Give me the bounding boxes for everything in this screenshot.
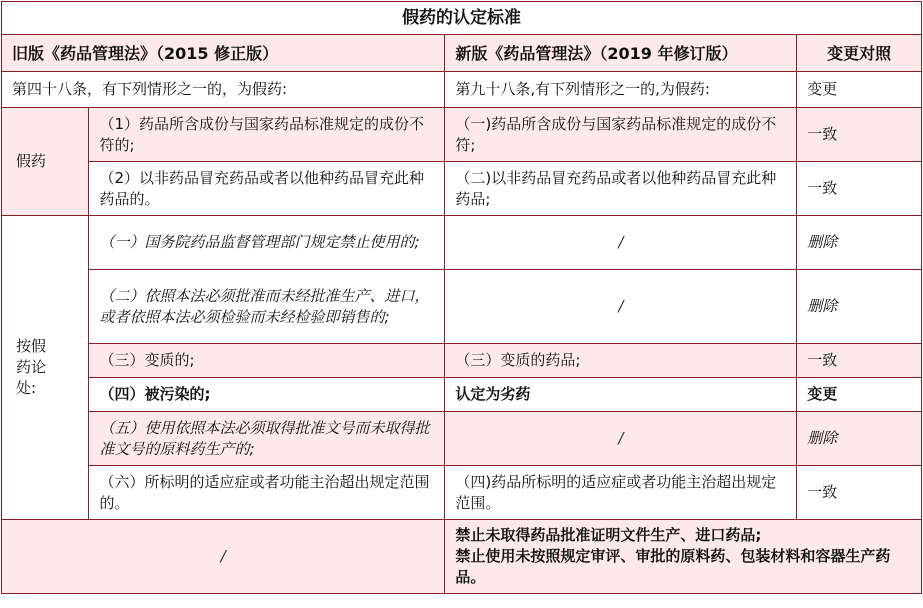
footer-row	[2, 520, 922, 594]
new-clause: 认定为劣药	[445, 378, 797, 412]
footer-new-line-1: 禁止未取得药品批准证明文件生产、进口药品;	[455, 526, 762, 544]
old-clause: （六）所标明的适应症或者功能主治超出规定范围的。	[89, 466, 445, 520]
table-row	[2, 216, 922, 270]
old-clause: （四）被污染的;	[89, 378, 445, 412]
new-clause-empty: /	[445, 270, 797, 344]
title-row	[2, 2, 922, 35]
comparison-table	[1, 1, 922, 594]
table-row	[2, 162, 922, 216]
intro-row	[2, 72, 922, 108]
old-clause: （一）国务院药品监督管理部门规定禁止使用的;	[89, 216, 445, 270]
new-clause: （三）变质的药品;	[445, 344, 797, 378]
header-compare: 变更对照	[797, 35, 922, 72]
header-new-version: 新版《药品管理法》（2019 年修订版）	[445, 35, 797, 72]
table-title: 假药的认定标准	[2, 2, 922, 35]
new-clause: （二)以非药品冒充药品或者以他种药品冒充此种药品;	[445, 162, 797, 216]
table-row	[2, 466, 922, 520]
old-clause: （二）依照本法必须批准而未经批准生产、进口，或者依照本法必须检验而未经检验即销售的;	[89, 270, 445, 344]
new-clause: （四)药品所标明的适应症或者功能主治超出规定范围。	[445, 466, 797, 520]
compare-cell: 一致	[797, 108, 922, 162]
header-old-version: 旧版《药品管理法》（2015 修正版）	[2, 35, 445, 72]
footer-new-provisions	[445, 520, 922, 594]
new-clause: （一)药品所含成份与国家药品标准规定的成份不符;	[445, 108, 797, 162]
table-row	[2, 270, 922, 344]
footer-old-empty: /	[2, 520, 445, 594]
footer-new-line-2: 禁止使用未按照规定审评、审批的原料药、包装材料和容器生产药品。	[455, 547, 891, 586]
category-fake-drug: 假药	[2, 108, 89, 216]
table-row	[2, 344, 922, 378]
old-clause: （三）变质的;	[89, 344, 445, 378]
compare-cell: 删除	[797, 412, 922, 466]
intro-old: 第四十八条，有下列情形之一的，为假药:	[2, 72, 445, 108]
table-row	[2, 378, 922, 412]
compare-cell: 一致	[797, 162, 922, 216]
old-clause: （五）使用依照本法必须取得批准文号而未取得批准文号的原料药生产的;	[89, 412, 445, 466]
old-clause: （2）以非药品冒充药品或者以他种药品冒充此种药品的。	[89, 162, 445, 216]
new-clause-empty: /	[445, 412, 797, 466]
compare-cell: 变更	[797, 378, 922, 412]
new-clause-empty: /	[445, 216, 797, 270]
compare-cell: 删除	[797, 270, 922, 344]
intro-compare: 变更	[797, 72, 922, 108]
compare-cell: 一致	[797, 344, 922, 378]
category-treated-as-fake: 按假药论处:	[2, 216, 89, 520]
table-row	[2, 108, 922, 162]
header-row	[2, 35, 922, 72]
compare-cell: 一致	[797, 466, 922, 520]
table-row	[2, 412, 922, 466]
old-clause: （1）药品所含成份与国家药品标准规定的成份不符的;	[89, 108, 445, 162]
intro-new: 第九十八条,有下列情形之一的,为假药:	[445, 72, 797, 108]
compare-cell: 删除	[797, 216, 922, 270]
